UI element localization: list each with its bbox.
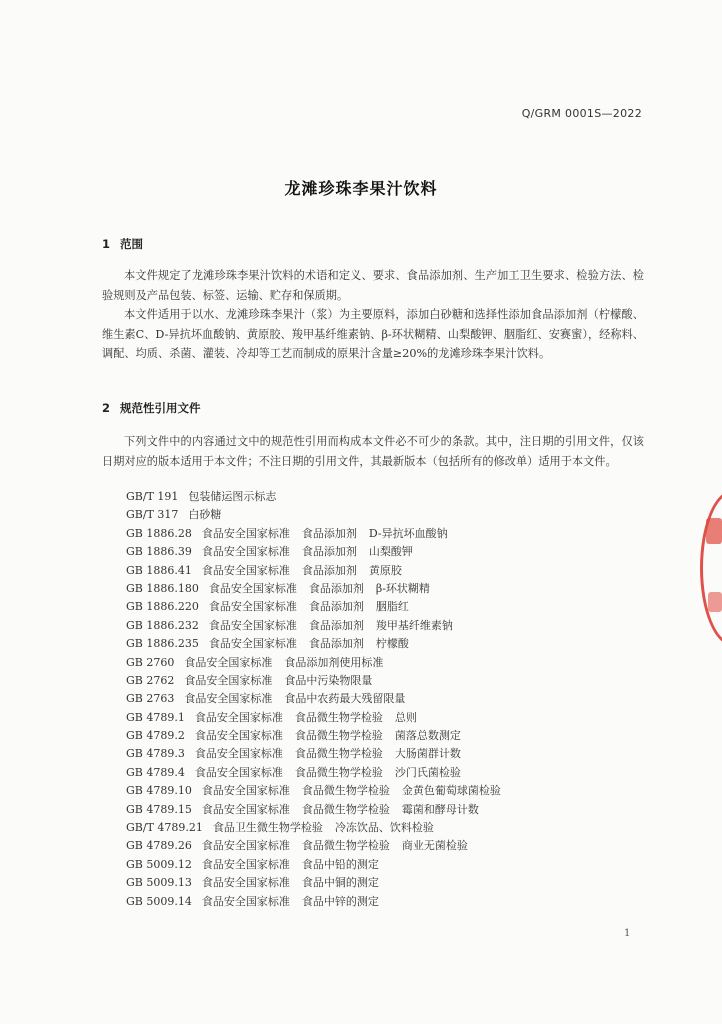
reference-title-part: 黄原胶 xyxy=(368,563,402,577)
reference-item xyxy=(126,837,513,855)
reference-code: GB 4789.15 xyxy=(126,802,192,816)
reference-title-part: 食品安全国家标准 xyxy=(194,710,283,724)
reference-title-part: 商业无菌检验 xyxy=(401,839,468,853)
reference-code: GB 5009.14 xyxy=(126,894,192,908)
section-title: 范围 xyxy=(120,237,143,251)
reference-title-part: 食品添加剂 xyxy=(301,526,357,540)
reference-item xyxy=(126,598,513,616)
reference-title-part: 总则 xyxy=(394,710,417,724)
reference-title-part: 食品添加剂 xyxy=(308,618,364,632)
document-title: 龙滩珍珠李果汁饮料 xyxy=(284,179,438,198)
reference-title-part: 沙门氏菌检验 xyxy=(394,765,461,779)
reference-title-part: 食品中铜的测定 xyxy=(301,876,379,890)
reference-item xyxy=(126,893,513,911)
reference-title-part: 食品中污染物限量 xyxy=(284,673,373,687)
reference-title-part: 霉菌和酵母计数 xyxy=(401,802,479,816)
reference-code: GB 5009.13 xyxy=(126,876,192,890)
official-seal-stamp xyxy=(700,490,722,646)
reference-title-part: 食品添加剂 xyxy=(301,563,357,577)
reference-code: GB/T 317 xyxy=(126,508,179,522)
reference-item xyxy=(126,543,513,561)
reference-title-part: 食品安全国家标准 xyxy=(201,876,290,890)
reference-title-part: 食品安全国家标准 xyxy=(208,637,297,651)
reference-title-part: 菌落总数测定 xyxy=(394,729,461,743)
reference-title-part: 食品安全国家标准 xyxy=(201,526,290,540)
reference-title-part: 羧甲基纤维素钠 xyxy=(375,618,453,632)
reference-item xyxy=(126,727,513,745)
reference-item xyxy=(126,874,513,892)
reference-item xyxy=(126,635,513,653)
reference-title-part: 食品中锌的测定 xyxy=(301,894,379,908)
reference-code: GB 2760 xyxy=(126,655,175,669)
reference-code: GB 4789.10 xyxy=(126,784,192,798)
reference-title-part: 食品安全国家标准 xyxy=(194,729,283,743)
reference-title-part: 食品安全国家标准 xyxy=(184,692,273,706)
reference-code: GB 2762 xyxy=(126,673,175,687)
reference-code: GB 1886.28 xyxy=(126,526,192,540)
standard-code: Q/GRM 0001S—2022 xyxy=(521,107,642,120)
reference-title-part: 山梨酸钾 xyxy=(368,545,413,559)
section-title: 规范性引用文件 xyxy=(120,401,201,415)
reference-code: GB/T 4789.21 xyxy=(126,821,203,835)
reference-title-part: 食品安全国家标准 xyxy=(184,673,273,687)
reference-item xyxy=(126,709,513,727)
reference-item xyxy=(126,617,513,635)
reference-title-part: 食品卫生微生物学检验 xyxy=(212,821,323,835)
reference-title-part: 食品安全国家标准 xyxy=(201,545,290,559)
reference-code: GB 4789.2 xyxy=(126,729,185,743)
reference-item xyxy=(126,525,513,543)
reference-item xyxy=(126,782,513,800)
reference-title-part: 食品安全国家标准 xyxy=(201,563,290,577)
reference-title-part: 食品微生物学检验 xyxy=(294,710,383,724)
reference-title-part: 食品添加剂 xyxy=(308,581,364,595)
reference-item xyxy=(126,580,513,598)
reference-code: GB 1886.235 xyxy=(126,637,199,651)
reference-code: GB 4789.4 xyxy=(126,765,185,779)
reference-title-part: 食品安全国家标准 xyxy=(201,802,290,816)
reference-title-part: 食品安全国家标准 xyxy=(201,784,290,798)
reference-code: GB/T 191 xyxy=(126,490,179,503)
reference-item xyxy=(126,488,513,506)
reference-title-part: 食品安全国家标准 xyxy=(194,765,283,779)
section-number: 1 xyxy=(102,237,111,251)
reference-item xyxy=(126,690,513,708)
reference-title-part: 包装储运图示标志 xyxy=(188,490,277,503)
reference-item xyxy=(126,562,513,580)
reference-title-part: 食品添加剂使用标准 xyxy=(284,655,384,669)
reference-title-part: 冷冻饮品、饮料检验 xyxy=(334,821,434,835)
reference-item xyxy=(126,801,513,819)
section-1-heading xyxy=(102,236,143,252)
section-1-paragraph-1: 本文件规定了龙滩珍珠李果汁饮料的术语和定义、要求、食品添加剂、生产加工卫生要求、检验方法、检验规则及产品包装、标签、运输、贮存和保质期。 xyxy=(102,269,644,302)
reference-item xyxy=(126,654,513,672)
reference-title-part: 白砂糖 xyxy=(188,508,222,522)
seal-mark xyxy=(708,592,722,612)
reference-code: GB 1886.220 xyxy=(126,600,199,614)
reference-item xyxy=(126,764,513,782)
reference-title-part: 食品中农药最大残留限量 xyxy=(284,692,406,706)
reference-code: GB 4789.3 xyxy=(126,747,185,761)
reference-code: GB 1886.39 xyxy=(126,545,192,559)
reference-item xyxy=(126,745,513,763)
reference-list xyxy=(126,488,513,911)
reference-title-part: 食品微生物学检验 xyxy=(301,802,390,816)
section-2-heading xyxy=(102,400,201,416)
reference-item xyxy=(126,672,513,690)
reference-title-part: 食品安全国家标准 xyxy=(208,618,297,632)
reference-title-part: 食品添加剂 xyxy=(308,600,364,614)
page-number: 1 xyxy=(624,928,631,939)
reference-title-part: 食品中铅的测定 xyxy=(301,857,379,871)
reference-code: GB 1886.232 xyxy=(126,618,199,632)
reference-item xyxy=(126,506,513,524)
reference-title-part: 食品微生物学检验 xyxy=(301,784,390,798)
reference-title-part: 食品添加剂 xyxy=(308,637,364,651)
reference-item xyxy=(126,856,513,874)
section-1-paragraph-2: 本文件适用于以水、龙滩珍珠李果汁（浆）为主要原料，添加白砂糖和选择性添加食品添加剂（柠檬酸、维生素C、D-异抗坏血酸钠、黄原胶、羧甲基纤维素钠、β-环状糊精、山梨酸钾、胭脂红、安赛蜜），经称料、调配、均质、杀菌、灌装、冷却等工艺而制成的原果汁含量≥20%的龙滩珍珠李果汁饮料。 xyxy=(102,308,644,360)
reference-title-part: 食品安全国家标准 xyxy=(208,581,297,595)
reference-title-part: 胭脂红 xyxy=(375,600,409,614)
reference-title-part: β-环状糊精 xyxy=(375,581,430,595)
reference-code: GB 5009.12 xyxy=(126,857,192,871)
reference-code: GB 2763 xyxy=(126,692,175,706)
reference-title-part: 食品微生物学检验 xyxy=(301,839,390,853)
reference-title-part: 食品安全国家标准 xyxy=(201,894,290,908)
reference-title-part: 食品微生物学检验 xyxy=(294,729,383,743)
reference-title-part: 食品安全国家标准 xyxy=(184,655,273,669)
reference-title-part: 大肠菌群计数 xyxy=(394,747,461,761)
reference-code: GB 1886.180 xyxy=(126,581,199,595)
section-number: 2 xyxy=(102,401,111,415)
reference-title-part: 柠檬酸 xyxy=(375,637,409,651)
reference-title-part: 食品微生物学检验 xyxy=(294,747,383,761)
reference-title-part: 食品微生物学检验 xyxy=(294,765,383,779)
reference-title-part: 食品安全国家标准 xyxy=(201,857,290,871)
seal-mark xyxy=(706,518,722,544)
reference-title-part: 金黄色葡萄球菌检验 xyxy=(401,784,501,798)
reference-title-part: 食品安全国家标准 xyxy=(208,600,297,614)
section-2-paragraph-1: 下列文件中的内容通过文中的规范性引用而构成本文件必不可少的条款。其中，注日期的引用文件，仅该日期对应的版本适用于本文件；不注日期的引用文件，其最新版本（包括所有的修改单）适用于本文件。 xyxy=(102,435,644,468)
reference-title-part: 食品安全国家标准 xyxy=(194,747,283,761)
reference-code: GB 1886.41 xyxy=(126,563,192,577)
reference-item xyxy=(126,819,513,837)
reference-code: GB 4789.26 xyxy=(126,839,192,853)
reference-title-part: D-异抗坏血酸钠 xyxy=(368,526,448,540)
reference-code: GB 4789.1 xyxy=(126,710,185,724)
reference-title-part: 食品添加剂 xyxy=(301,545,357,559)
reference-title-part: 食品安全国家标准 xyxy=(201,839,290,853)
